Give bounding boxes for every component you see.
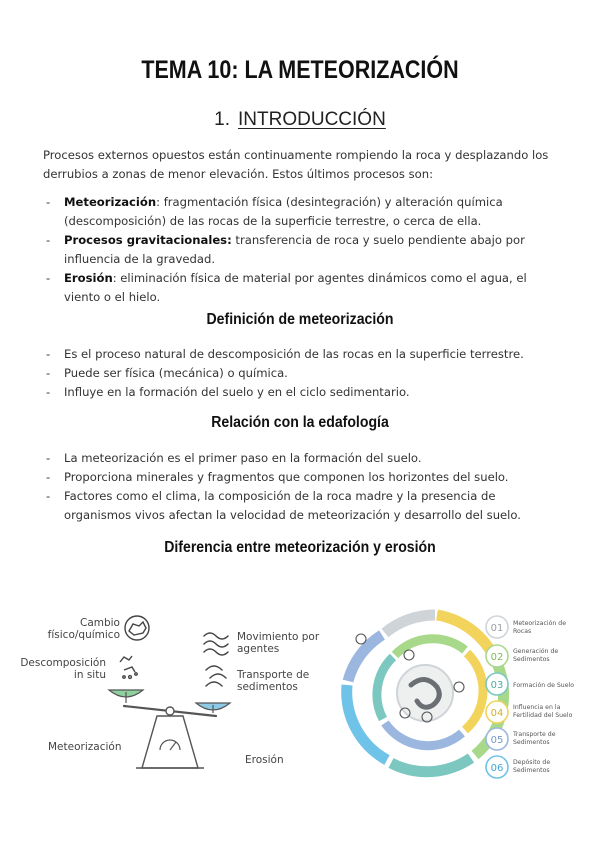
section-number: 1. bbox=[214, 109, 231, 130]
step-02 bbox=[486, 645, 558, 667]
step-06 bbox=[486, 756, 550, 778]
label-meteorizacion: Meteorización bbox=[48, 741, 122, 753]
step-label-2: Sedimentos bbox=[513, 656, 550, 663]
label-cambio-2: físico/químico bbox=[47, 629, 120, 641]
label-descomp-1: Descomposición bbox=[20, 657, 106, 669]
step-number: 02 bbox=[490, 652, 504, 663]
processes-list bbox=[46, 193, 556, 307]
list-item: - Influye en la formación del suelo y en el ciclo sedimentario. bbox=[46, 383, 556, 402]
step-04 bbox=[486, 701, 573, 723]
water-icon bbox=[206, 666, 226, 686]
step-number: 01 bbox=[490, 623, 504, 634]
step-label: Influencia en la bbox=[513, 704, 561, 711]
list-item bbox=[46, 193, 556, 231]
step-number: 04 bbox=[490, 708, 504, 719]
step-label: Transporte de bbox=[513, 731, 556, 738]
page-title: TEMA 10: LA METEORIZACIÓN bbox=[141, 56, 459, 84]
step-label: Meteorización de bbox=[513, 620, 566, 627]
edafologia-list bbox=[46, 449, 556, 525]
label-erosion: Erosión bbox=[245, 754, 284, 766]
term: Erosión bbox=[64, 271, 113, 285]
label-cambio-1: Cambio bbox=[79, 617, 120, 629]
term: Procesos gravitacionales: bbox=[64, 233, 232, 247]
list-item: - Puede ser física (mecánica) o química. bbox=[46, 364, 556, 383]
label-descomp-2: in situ bbox=[73, 669, 106, 681]
term-text: transferencia de roca y suelo pendiente abajo por influencia de la gravedad. bbox=[64, 233, 525, 266]
definition-heading: Definición de meteorización bbox=[206, 311, 394, 328]
label-movimiento-2: agentes bbox=[237, 643, 280, 655]
term-text: : eliminación física de material por agentes dinámicos como el agua, el viento o el hielo. bbox=[64, 271, 527, 304]
step-label-2: Rocas bbox=[513, 628, 532, 635]
label-movimiento-1: Movimiento por bbox=[237, 631, 320, 643]
scale-icon bbox=[109, 690, 230, 768]
list-item: - Proporciona minerales y fragmentos que componen los horizontes del suelo. bbox=[46, 468, 556, 487]
leaf-icon bbox=[404, 650, 414, 660]
plant-icon bbox=[454, 682, 464, 692]
difference-heading: Diferencia entre meteorización y erosión bbox=[164, 539, 436, 556]
water-icon bbox=[356, 634, 366, 644]
balance-figure bbox=[20, 600, 320, 790]
step-03 bbox=[486, 673, 574, 695]
step-01 bbox=[486, 616, 566, 638]
label-transporte-1: Transporte de bbox=[237, 669, 310, 681]
step-label-2: Sedimentos bbox=[513, 739, 550, 746]
term: Meteorización bbox=[64, 195, 157, 209]
definition-list bbox=[46, 345, 556, 402]
list-item: - Es el proceso natural de descomposición de las rocas en la superficie terrestre. bbox=[46, 345, 556, 364]
step-number: 03 bbox=[490, 680, 504, 691]
label-transporte-2: sedimentos bbox=[237, 681, 298, 693]
cycle-figure bbox=[325, 595, 590, 795]
rock-icon bbox=[125, 616, 149, 640]
section-heading bbox=[0, 109, 600, 131]
list-item: - La meteorización es el primer paso en la formación del suelo. bbox=[46, 449, 556, 468]
step-label: Generación de bbox=[513, 648, 559, 655]
edafologia-heading: Relación con la edafología bbox=[211, 414, 389, 431]
step-number: 06 bbox=[490, 763, 504, 774]
scale-base bbox=[142, 716, 198, 768]
balance-diagram bbox=[20, 600, 320, 790]
intro-paragraph: Procesos externos opuestos están continuamente rompiendo la roca y desplazando los derrubios a zonas de menor elevación. Estos últimos procesos son: bbox=[43, 148, 549, 181]
step-05 bbox=[486, 728, 556, 750]
crumble-icon bbox=[120, 656, 137, 678]
wind-icon bbox=[204, 633, 228, 655]
list-item bbox=[46, 269, 556, 307]
list-item: - Factores como el clima, la composición de la roca madre y la presencia de organismos vivos afectan la velocidad de meteorización y desarrollo del suelo. bbox=[46, 487, 556, 525]
step-number: 05 bbox=[490, 735, 504, 746]
step-label: Depósito de bbox=[513, 759, 551, 766]
step-label-2: Sedimentos bbox=[513, 767, 550, 774]
step-label: Formación de Suelo bbox=[513, 682, 575, 689]
section-title: INTRODUCCIÓN bbox=[238, 109, 386, 130]
term-text: : fragmentación física (desintegración) y alteración química (descomposición) de las rocas de la superficie terrestre, o cerca de ella. bbox=[64, 195, 503, 228]
step-label-2: Fertilidad del Suelo bbox=[513, 712, 573, 719]
cycle-diagram bbox=[325, 595, 590, 795]
list-item bbox=[46, 231, 556, 269]
